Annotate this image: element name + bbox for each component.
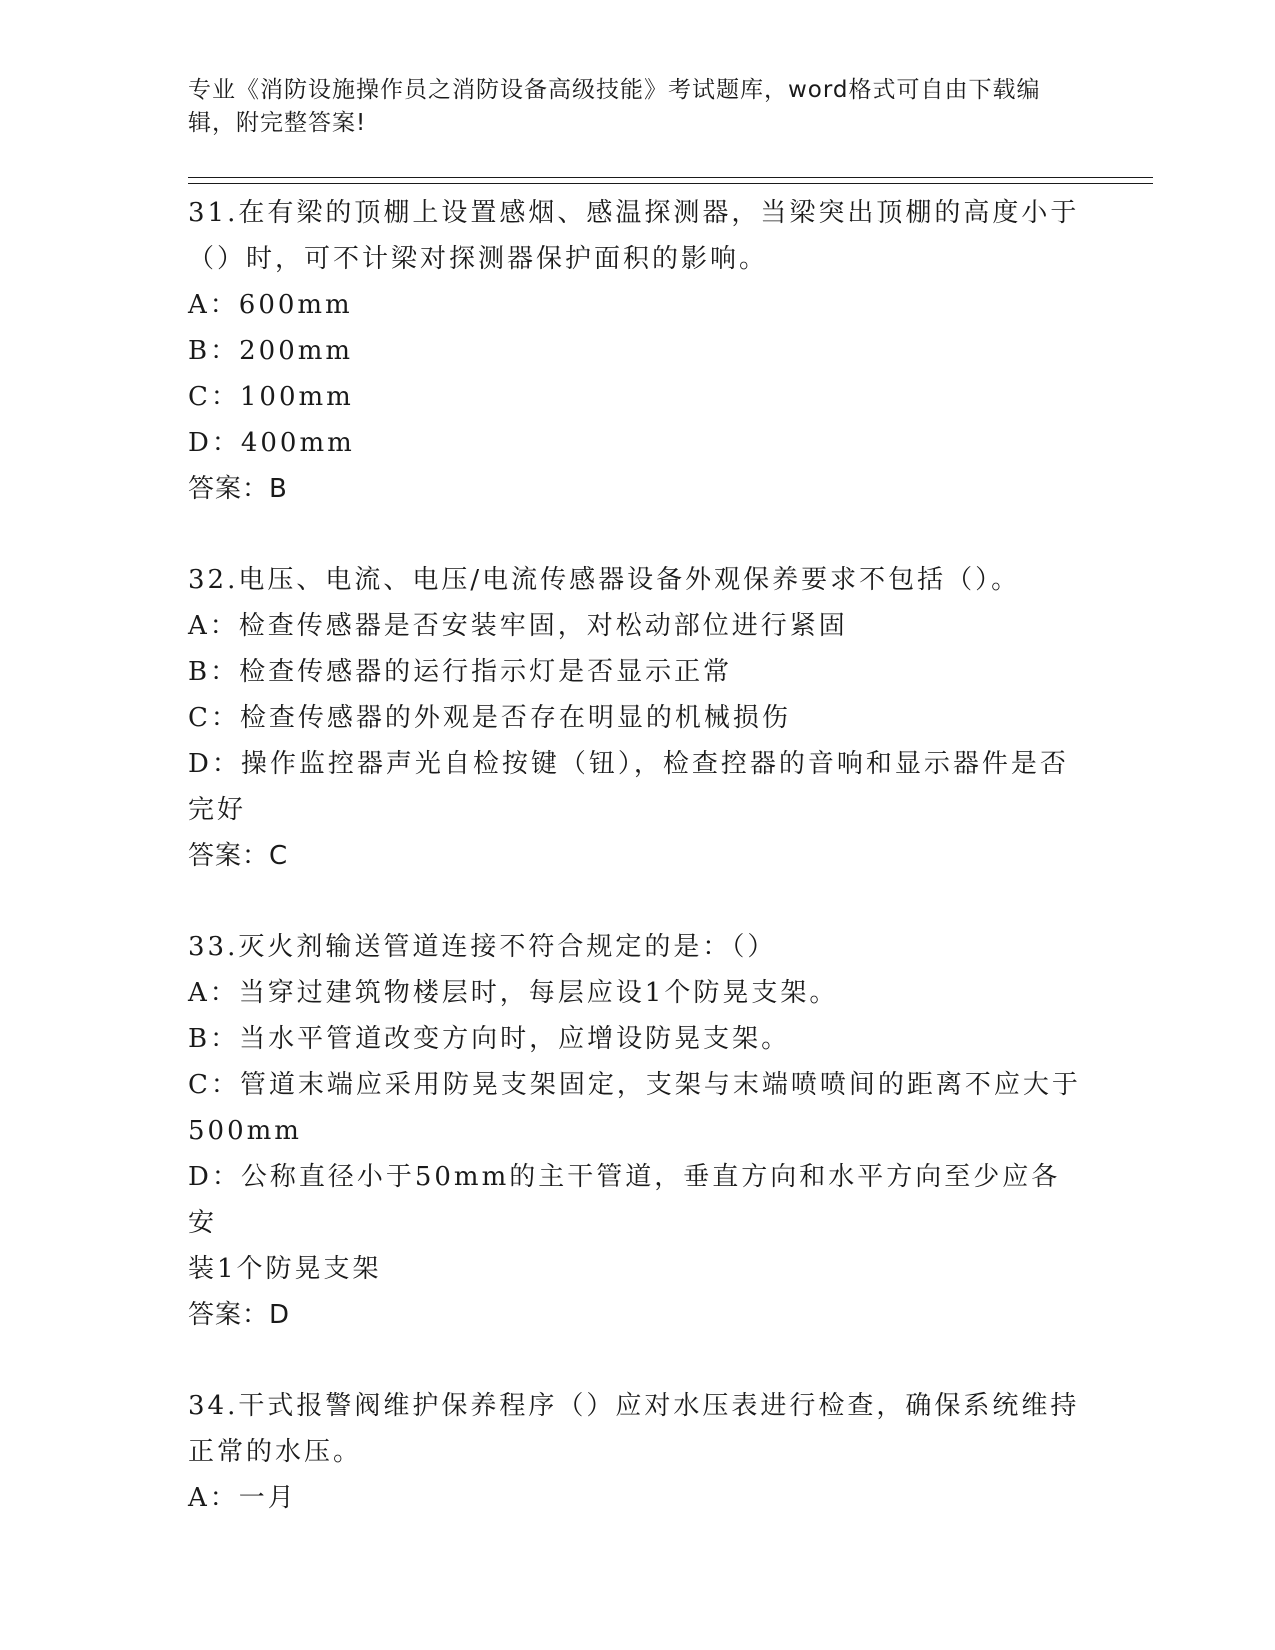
question-stem-line: （）时，可不计梁对探测器保护面积的影响。 [188, 244, 769, 274]
header-rule-bottom [188, 183, 1153, 184]
question-stem-line: 32.电压、电流、电压/电流传感器设备外观保养要求不包括（）。 [188, 565, 1021, 595]
header-line-2: 辑，附完整答案! [188, 110, 367, 136]
question-stem-line: 33.灭火剂输送管道连接不符合规定的是：（） [188, 932, 777, 962]
answer-line: 答案：C [188, 841, 289, 871]
option-b: B：当水平管道改变方向时，应增设防晃支架。 [188, 1024, 791, 1054]
question-31 [188, 190, 1083, 512]
option-d: D：操作监控器声光自检按键（钮），检查控器的音响和显示器件是否 [188, 749, 1069, 779]
option-d-continuation: 装1个防晃支架 [188, 1254, 382, 1284]
option-d: D：公称直径小于50mm的主干管道，垂直方向和水平方向至少应各安 [188, 1162, 1061, 1238]
option-c: C：管道末端应采用防晃支架固定，支架与末端喷喷间的距离不应大于 [188, 1070, 1081, 1100]
option-d-continuation: 完好 [188, 795, 247, 825]
question-spacer [188, 512, 1083, 557]
question-33 [188, 924, 1083, 1338]
question-spacer [188, 879, 1083, 924]
question-stem-line: 34.干式报警阀维护保养程序（）应对水压表进行检查，确保系统维持 [188, 1391, 1080, 1421]
header-line-1: 专业《消防设施操作员之消防设备高级技能》考试题库，word格式可自由下载编 [188, 77, 1041, 103]
answer-line: 答案：D [188, 1300, 291, 1330]
option-a: A：检查传感器是否安装牢固，对松动部位进行紧固 [188, 611, 848, 641]
header-rule-top [188, 177, 1153, 178]
answer-line: 答案：B [188, 474, 288, 504]
question-spacer [188, 1338, 1083, 1383]
option-a: A：当穿过建筑物楼层时，每层应设1个防晃支架。 [188, 978, 839, 1008]
question-stem-line: 正常的水压。 [188, 1437, 363, 1467]
question-stem-line: 31.在有梁的顶棚上设置感烟、感温探测器，当梁突出顶棚的高度小于 [188, 198, 1080, 228]
document-header [188, 74, 1088, 140]
question-32 [188, 557, 1083, 879]
option-c: C：100mm [188, 382, 354, 412]
option-c: C：检查传感器的外观是否存在明显的机械损伤 [188, 703, 791, 733]
option-c-continuation: 500mm [188, 1116, 302, 1146]
option-a: A：600mm [188, 290, 353, 320]
question-list [188, 190, 1083, 1521]
option-d: D：400mm [188, 428, 355, 458]
option-b: B：200mm [188, 336, 354, 366]
option-b: B：检查传感器的运行指示灯是否显示正常 [188, 657, 733, 687]
option-a: A：一月 [188, 1483, 297, 1513]
question-34 [188, 1383, 1083, 1521]
